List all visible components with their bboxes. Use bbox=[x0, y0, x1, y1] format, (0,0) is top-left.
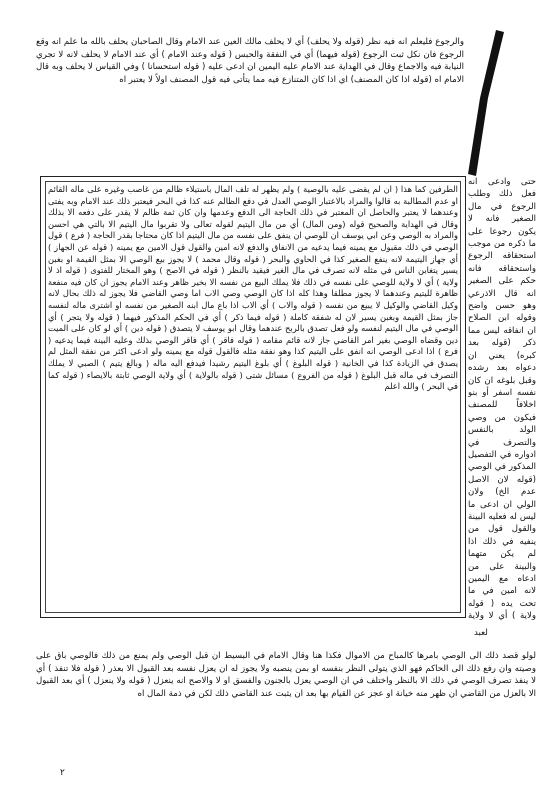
page-number: ٢ bbox=[60, 768, 65, 778]
margin-commentary-column bbox=[468, 176, 536, 622]
corner-ink-mark bbox=[466, 28, 506, 178]
top-commentary-block bbox=[36, 36, 464, 86]
main-text-block bbox=[48, 184, 458, 610]
bottom-commentary-block bbox=[36, 650, 536, 700]
catch-word: لعبد bbox=[474, 628, 488, 638]
top-commentary-text: والرجوع فليعلم انه فيه نظر (قوله ولا يحلف) أي لا يحلف مالك العين عند الامام وقال الصاحبان يحلف بالله ما علم انه وقع الرجوع فان نكل ثبت الرجوع (قوله فيهما) أي في النفقة والحبس ( قوله وعند الامام ) أي عند الامام لا يحلف لانه لا تجري النيابة فيه والاجماع وقال في الهداية عند الامام عليه اليمين ان ادعى عليه ( قوله استحسانا ) وفي القياس لا يحلف وبه قال الامام اه (قوله اذا كان المصنف) اي اذا كان المتنازع فيه مما يتأتى فيه قول المصنف اولاً لا يعتبر اه bbox=[36, 37, 464, 85]
bottom-commentary-text: لولو قصد ذلك الى الوصي بامرها كالمباح من الاموال فكذا هنا وقال الامام في البسيط ان قبل الوصي ولم يمنع من ذلك فالوصي باق على وصيته وان رفع ذلك الى الحاكم فهو الذي يتولى النظر بنفسه او بمن ينصبه ولا يجوز له ان يعزل نفسه بعد القبول الا بعذر ( قوله فلا تنفذ ) أي لا ينفذ تصرف الوصي في ذلك الا بالنظر واختلف في ان الوصي يعزل بالجنون والفسق او لا والاصح انه ينعزل ( قوله ولا ينعزل ) أي بعد القبول الا بالعزل من القاضي ان ظهر منه خيانة او عجز عن القيام بها بعد ان يثبت عند القاضي ذلك لكن في ذمة المال اه bbox=[36, 651, 536, 699]
main-text: الطرفين كما هذا ( ان لم يقضى عليه بالوصية ) ولم يظهر له تلف المال باستيلاء ظالم من غاصب وغيره على ماله القائم او عدم المطالبة به قالوا والمراد بالاعتبار الوصي العدل في دفع الظالم عنه كذا في البحر فيعتبر ذلك عند الامام وبه يفتى وعندهما لا يعتبر والحاصل ان المعتبر في ذلك الحاجة الى الدفع وعدمها وان كان ثمة ظالم لا يقدر على دفعه الا بذلك وقال في الهداية والصحيح قوله (ومن المال) أي من مال اليتيم لقوله تعالى ولا تقربوا مال اليتيم الا بالتي هي احسن والمراد به الوصي وعن ابي يوسف ان للوصي ان ينفق على نفسه من مال اليتيم اذا كان محتاجا بقدر الحاجة ( فرع ) قول الوصي في ذلك مقبول مع يمينه فيما يدعيه من الانفاق والدفع لانه امين والقول قول الامين مع يمينه ( قوله عن الجهاز ) أي جهاز اليتيمة لانه ينفع الصغير كذا في الحاوي والبحر ( قوله وقال محمد ) لا يجوز بيع الوصي الا بمثل القيمة او بغبن يسير يتغابن الناس في مثله لانه تصرف في مال الغير فيقيد بالنظر ( قوله في الاصح ) وهو المختار للفتوى ( قوله اذ لا ولاية ) أي لا ولاية للوصي على نفسه في ذلك فلا يملك البيع من نفسه الا بخير ظاهر وعند الامام يجوز ان كان فيه منفعة ظاهرة لليتيم وعندهما لا يجوز مطلقا وهذا كله اذا كان الوصي وصي الاب اما وصي القاضي فلا يجوز له ذلك بحال لانه وكيل القاضي والوكيل لا يبيع من نفسه ( قوله والاب ) أي الاب اذا باع مال ابنه الصغير من نفسه او اشترى ماله لنفسه جاز بمثل القيمة وبغبن يسير لان له شفقة كاملة ( قوله فيما ذكر ) أي في الحكم المذكور فيهما ( قوله ولا يتجر ) أي الوصي في مال اليتيم لنفسه ولو فعل تصدق بالربح عندهما وقال ابو يوسف لا يتصدق ( قوله دين ) أي لو كان على الميت دين وقضاه الوصي بغير امر القاضي جاز لانه قائم مقامه ( قوله فاقر ) أي فاقر الوصي بذلك وعليه البينة فيما يدعيه ( فرع ) اذا ادعى الوصي انه انفق على اليتيم كذا وهو نفقة مثله فالقول قوله مع يمينه ولو ادعى اكثر من نفقة المثل لم يصدق في الزيادة كذا في الخانية ( قوله البلوغ ) أي بلوغ اليتيم رشيدا فيدفع اليه ماله ( وبالغ يتيم ) الصبي لا يملك التصرف في ماله قبل البلوغ ( قوله من الفروع ) مسائل شتى ( قوله بالولاية ) أي ولاية الوصي ثابتة بالايصاء ( قوله كما في البحر ) والله اعلم bbox=[48, 184, 458, 392]
margin-commentary-text: حتى وادعى انه فعل ذلك وطلب الرجوع في مال الصغير فانه لا يكون رجوعا على ما ذكره من موجب استحقاقه الرجوع واستحقاقه فانه حكم على الصغير انه قال الاذرعي وهو حسن واضح وقوله ابن الصلاح ان انفاقه ليس مما ذكر (قوله بعد كبره) يعني ان دعواه بعد رشده وقبل بلوغه ان كان نفسه اسفر أو بنو اخلافاً للمصنف فيكون من وصي الولد بالنفس والتصرف في ادواره في التفصيل المذكور في الوصي (قوله لان الاصل عدم الخ) ولان الولي ان ادعى ما ليس له فعليه البينة والقول قول من ينفيه في ذلك اذا لم يكن متهما والبينة على من ادعاه مع اليمين لانه امين في ما تحت يده ( قوله ولاية ) أي لا ولاية bbox=[468, 177, 536, 622]
